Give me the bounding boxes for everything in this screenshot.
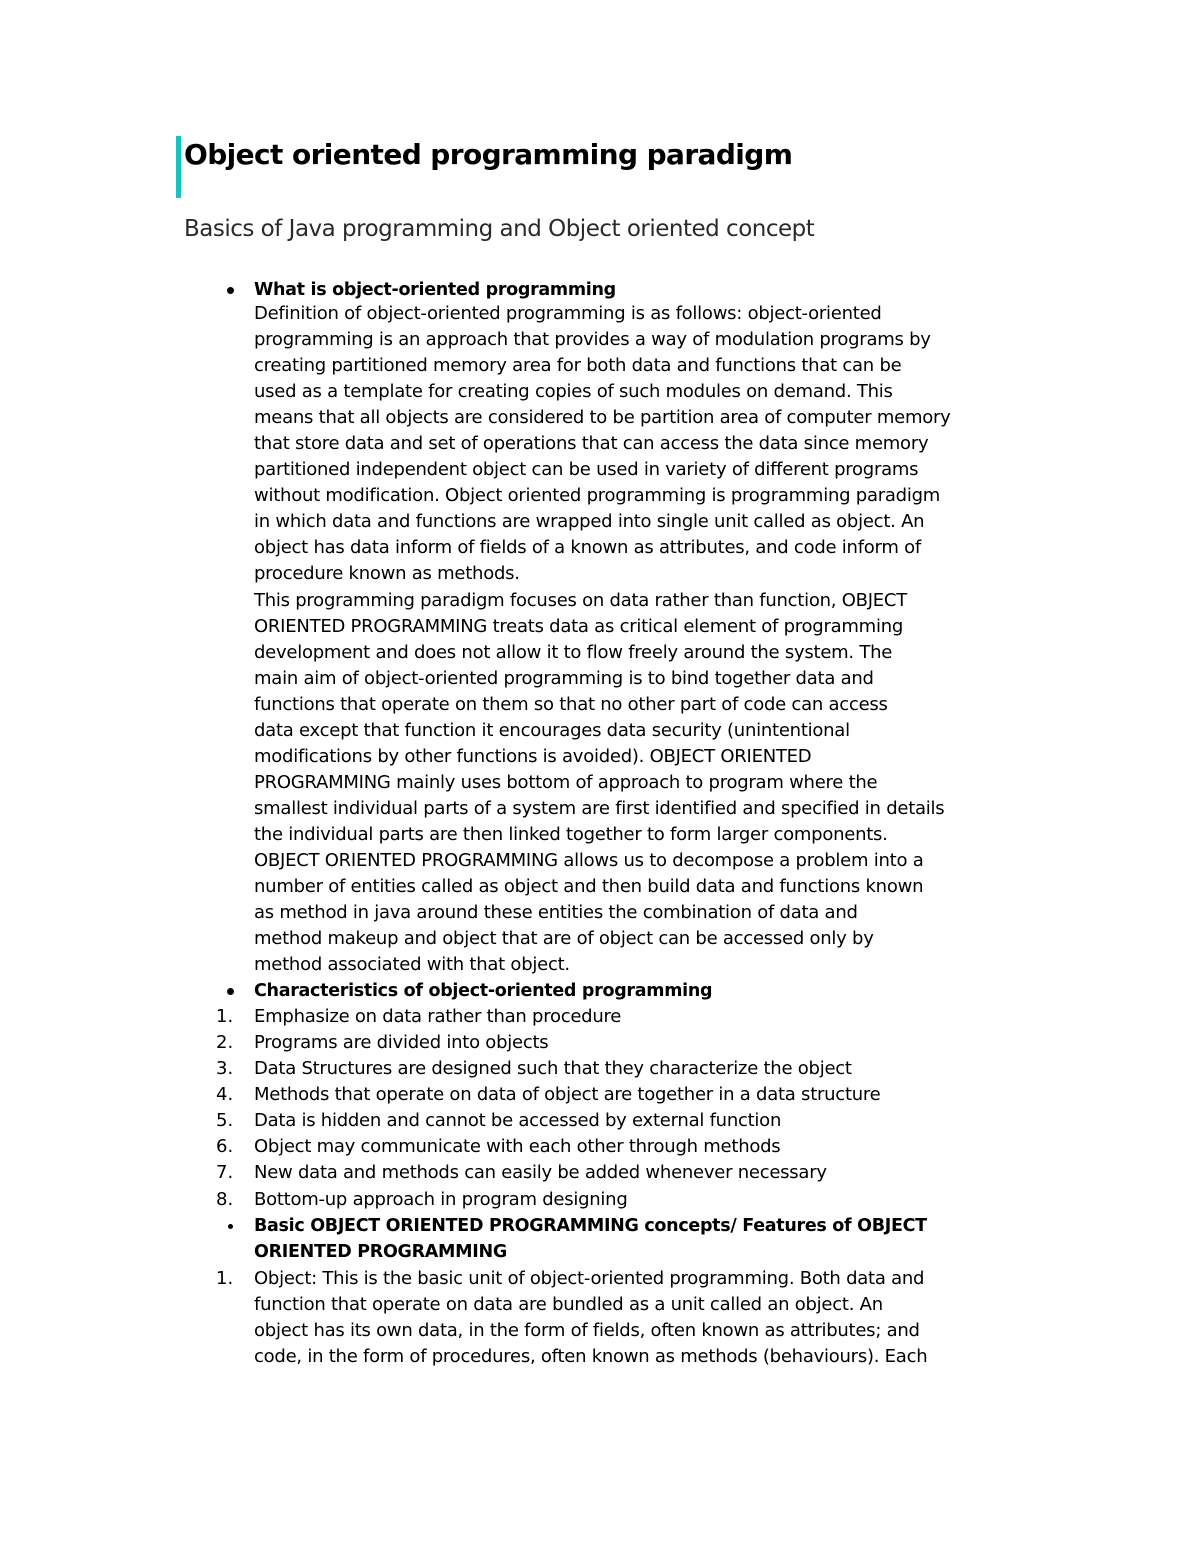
list-item: Bottom-up approach in program designing	[254, 1189, 628, 1210]
body-line: PROGRAMMING mainly uses bottom of approach to program where the	[254, 772, 878, 793]
list-number: 6.	[216, 1136, 234, 1157]
list-number: 5.	[216, 1110, 234, 1131]
body-line: that store data and set of operations that can access the data since memory	[254, 433, 929, 454]
list-item: Object may communicate with each other through methods	[254, 1136, 781, 1157]
body-line: partitioned independent object can be used in variety of different programs	[254, 459, 919, 480]
section-heading-characteristics: Characteristics of object-oriented programming	[254, 981, 713, 1001]
body-line: programming is an approach that provides a way of modulation programs by	[254, 329, 931, 350]
body-line: smallest individual parts of a system are first identified and specified in details	[254, 798, 945, 819]
list-item: New data and methods can easily be added whenever necessary	[254, 1162, 827, 1183]
body-line: means that all objects are considered to be partition area of computer memory	[254, 407, 951, 428]
body-line: in which data and functions are wrapped into single unit called as object. An	[254, 511, 925, 532]
body-line: development and does not allow it to flow freely around the system. The	[254, 642, 893, 663]
list-number: 4.	[216, 1084, 234, 1105]
body-line: This programming paradigm focuses on data rather than function, OBJECT	[254, 590, 907, 611]
list-number: 1.	[216, 1268, 234, 1289]
list-item: Methods that operate on data of object are together in a data structure	[254, 1084, 881, 1105]
body-line: method makeup and object that are of object can be accessed only by	[254, 928, 874, 949]
body-line: main aim of object-oriented programming is to bind together data and	[254, 668, 874, 689]
list-number: 3.	[216, 1058, 234, 1079]
body-line: method associated with that object.	[254, 954, 570, 975]
body-line: without modification. Object oriented programming is programming paradigm	[254, 485, 941, 506]
page-subtitle: Basics of Java programming and Object oriented concept	[184, 216, 815, 242]
list-item-line: function that operate on data are bundled as a unit called an object. An	[254, 1294, 883, 1315]
list-number: 7.	[216, 1162, 234, 1183]
body-line: as method in java around these entities the combination of data and	[254, 902, 858, 923]
filled-circle-bullet-icon	[227, 988, 234, 995]
body-line: creating partitioned memory area for both data and functions that can be	[254, 355, 902, 376]
filled-circle-bullet-icon	[227, 287, 234, 294]
body-line: number of entities called as object and then build data and functions known	[254, 876, 924, 897]
body-line: data except that function it encourages data security (unintentional	[254, 720, 850, 741]
section-heading-what-is-oop: What is object-oriented programming	[254, 280, 616, 300]
list-item: Programs are divided into objects	[254, 1032, 549, 1053]
body-line: procedure known as methods.	[254, 563, 520, 584]
body-line: Definition of object-oriented programming is as follows: object-oriented	[254, 303, 882, 324]
list-item: Data Structures are designed such that they characterize the object	[254, 1058, 852, 1079]
body-line: ORIENTED PROGRAMMING treats data as critical element of programming	[254, 616, 904, 637]
small-circle-bullet-icon	[228, 1224, 233, 1229]
list-item-line: Object: This is the basic unit of object-oriented programming. Both data and	[254, 1268, 925, 1289]
list-item: Emphasize on data rather than procedure	[254, 1006, 622, 1027]
list-item: Data is hidden and cannot be accessed by external function	[254, 1110, 782, 1131]
body-line: functions that operate on them so that no other part of code can access	[254, 694, 888, 715]
body-line: modifications by other functions is avoided). OBJECT ORIENTED	[254, 746, 812, 767]
body-line: object has data inform of fields of a known as attributes, and code inform of	[254, 537, 921, 558]
title-accent-bar	[176, 136, 181, 198]
body-line: the individual parts are then linked together to form larger components.	[254, 824, 888, 845]
list-number: 2.	[216, 1032, 234, 1053]
list-item-line: code, in the form of procedures, often known as methods (behaviours). Each	[254, 1346, 928, 1367]
list-number: 8.	[216, 1189, 234, 1210]
section-heading-basic-concepts: Basic OBJECT ORIENTED PROGRAMMING concepts/ Features of OBJECT	[254, 1216, 927, 1236]
section-heading-basic-concepts-cont: ORIENTED PROGRAMMING	[254, 1242, 507, 1262]
list-item-line: object has its own data, in the form of fields, often known as attributes; and	[254, 1320, 920, 1341]
body-line: OBJECT ORIENTED PROGRAMMING allows us to decompose a problem into a	[254, 850, 924, 871]
list-number: 1.	[216, 1006, 234, 1027]
page-title: Object oriented programming paradigm	[184, 138, 793, 171]
body-line: used as a template for creating copies of such modules on demand. This	[254, 381, 893, 402]
